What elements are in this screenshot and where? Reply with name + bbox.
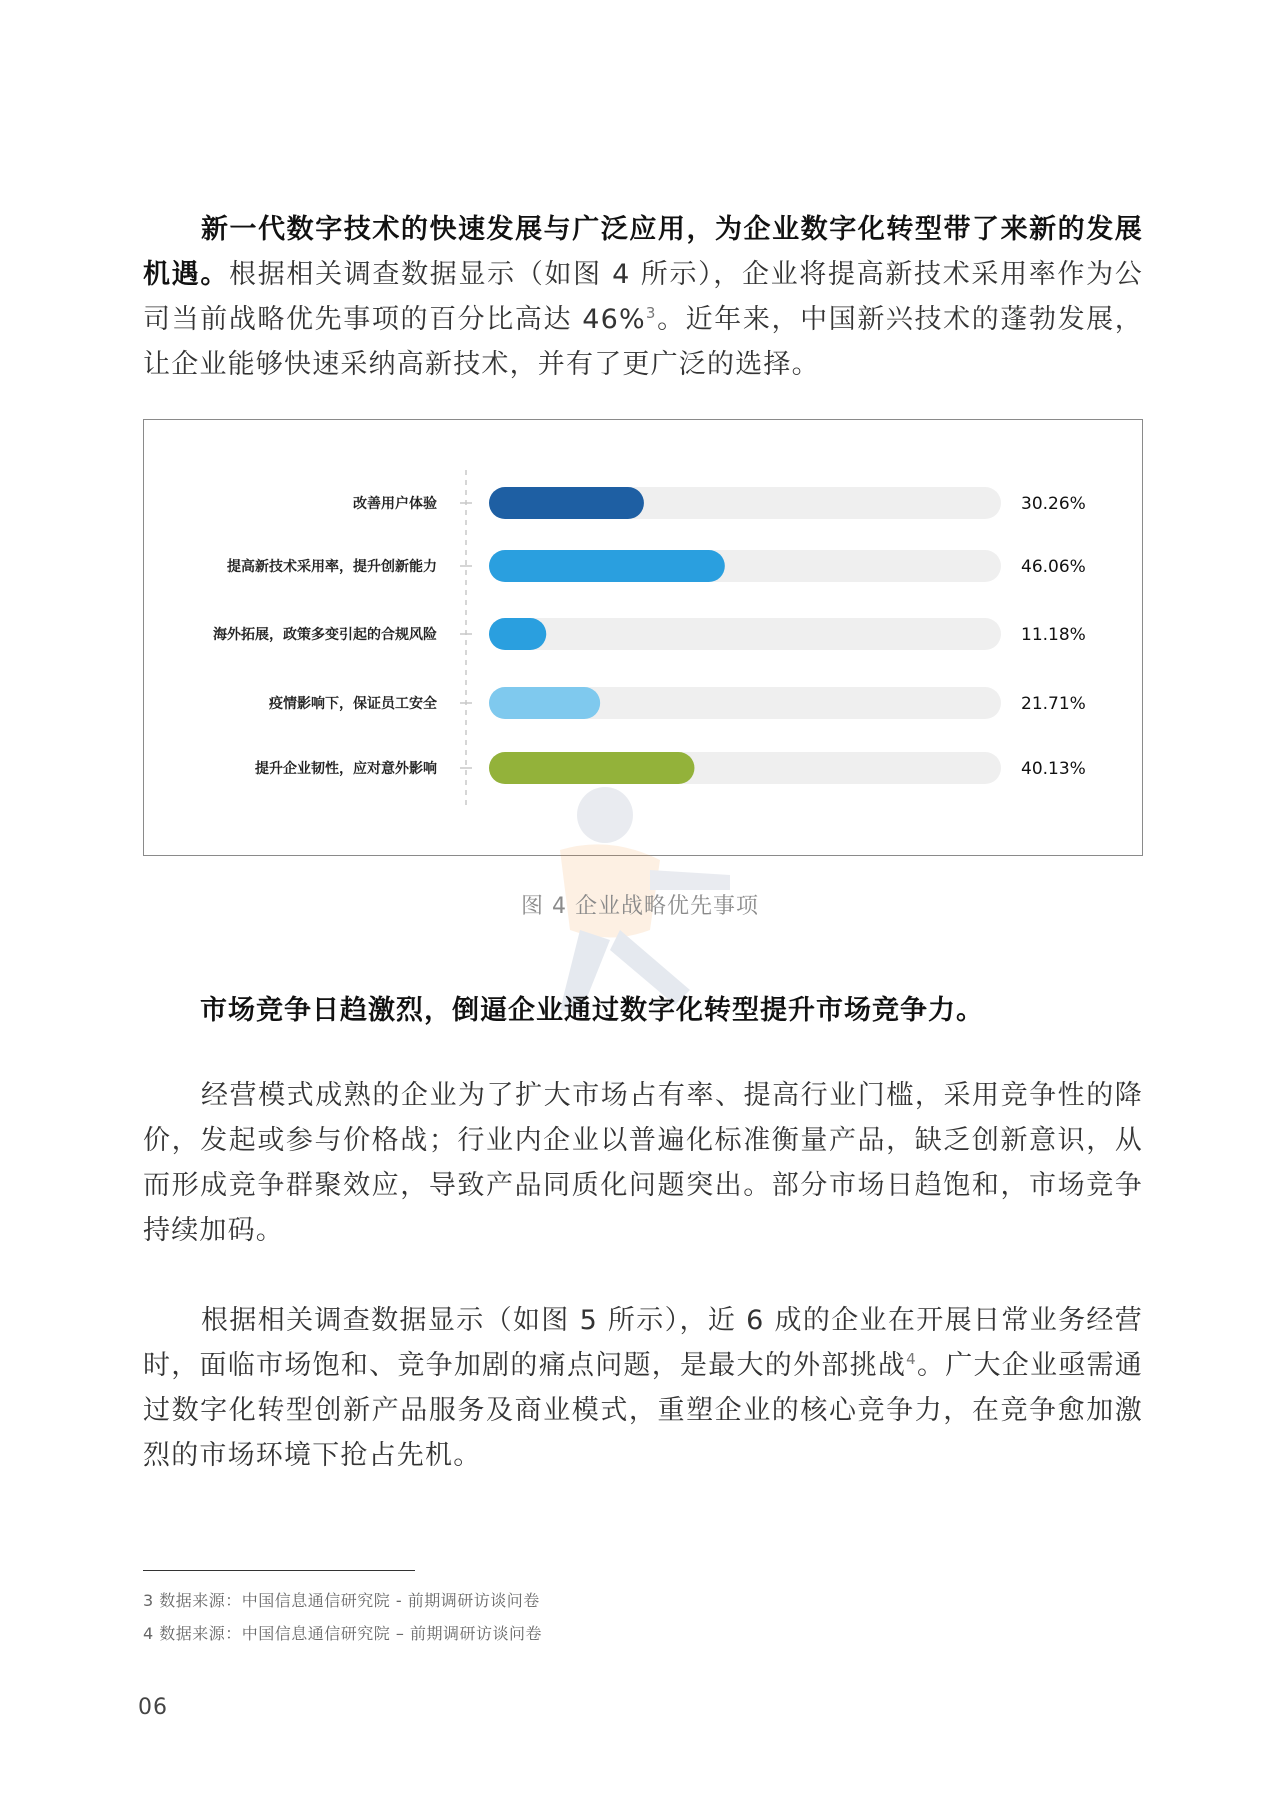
footnote-ref-3[interactable]: 3 — [645, 304, 657, 322]
bar-value — [489, 487, 644, 519]
section2-paragraph-1: 经营模式成熟的企业为了扩大市场占有率、提高行业门槛，采用竞争性的降价，发起或参与价格战；行业内企业以普遍化标准衡量产品，缺乏创新意识，从而形成竞争群聚效应，导致产品同质化问题突出。部分市场日趋饱和，市场竞争持续加码。 — [143, 1080, 1143, 1246]
intro-paragraph — [143, 207, 1143, 387]
section2-paragraph-2 — [143, 1298, 1143, 1478]
bar-value — [489, 687, 600, 719]
footnote-ref-4[interactable]: 4 — [906, 1350, 917, 1368]
category-label: 海外拓展，政策多变引起的合规风险 — [213, 627, 437, 643]
value-label: 30.26% — [1021, 494, 1086, 514]
value-label: 11.18% — [1021, 625, 1086, 645]
bar-value — [489, 550, 725, 582]
bar-track — [489, 618, 1001, 650]
category-label: 提高新技术采用率，提升创新能力 — [227, 559, 437, 575]
section-heading: 市场竞争日趋激烈，倒逼企业通过数字化转型提升市场竞争力。 — [200, 995, 984, 1026]
chart-frame — [143, 419, 1143, 856]
category-label: 改善用户体验 — [353, 496, 437, 512]
value-label: 46.06% — [1021, 557, 1086, 577]
bar-value — [489, 752, 694, 784]
category-label: 提升企业韧性，应对意外影响 — [255, 761, 437, 777]
page-number: 06 — [138, 1695, 168, 1720]
value-label: 40.13% — [1021, 759, 1086, 779]
bar-value — [489, 618, 546, 650]
intro-text-1: 根据相关调查数据显示（如图 4 所示），企业将提高新技术采用率作为公司当前战略优先事项的百分比高达 46% — [143, 259, 1143, 335]
bar-chart — [144, 420, 1144, 857]
value-label: 21.71% — [1021, 694, 1086, 714]
footnote-3: 3 数据来源：中国信息通信研究院 - 前期调研访谈问卷 — [143, 1591, 540, 1610]
figure-caption: 图 4 企业战略优先事项 — [521, 894, 759, 919]
intro-text-2: 。近年来，中国新兴技术的蓬勃发展，让企业能够快速采纳高新技术，并有了更广泛的选择。 — [143, 304, 1143, 380]
footnote-4: 4 数据来源：中国信息通信研究院 – 前期调研访谈问卷 — [143, 1624, 542, 1643]
category-label: 疫情影响下，保证员工安全 — [269, 696, 437, 712]
section2-text-2a: 根据相关调查数据显示（如图 5 所示），近 6 成的企业在开展日常业务经营时，面临市场饱和、竞争加剧的痛点问题，是最大的外部挑战 — [143, 1305, 1143, 1381]
section2-text-2b: 。广大企业亟需通过数字化转型创新产品服务及商业模式，重塑企业的核心竞争力，在竞争愈加激烈的市场环境下抢占先机。 — [143, 1350, 1143, 1471]
intro-bold-lead: 新一代数字技术的快速发展与广泛应用，为企业数字化转型带了来新的发展机遇。 — [143, 214, 1143, 290]
footnote-divider — [143, 1570, 415, 1571]
